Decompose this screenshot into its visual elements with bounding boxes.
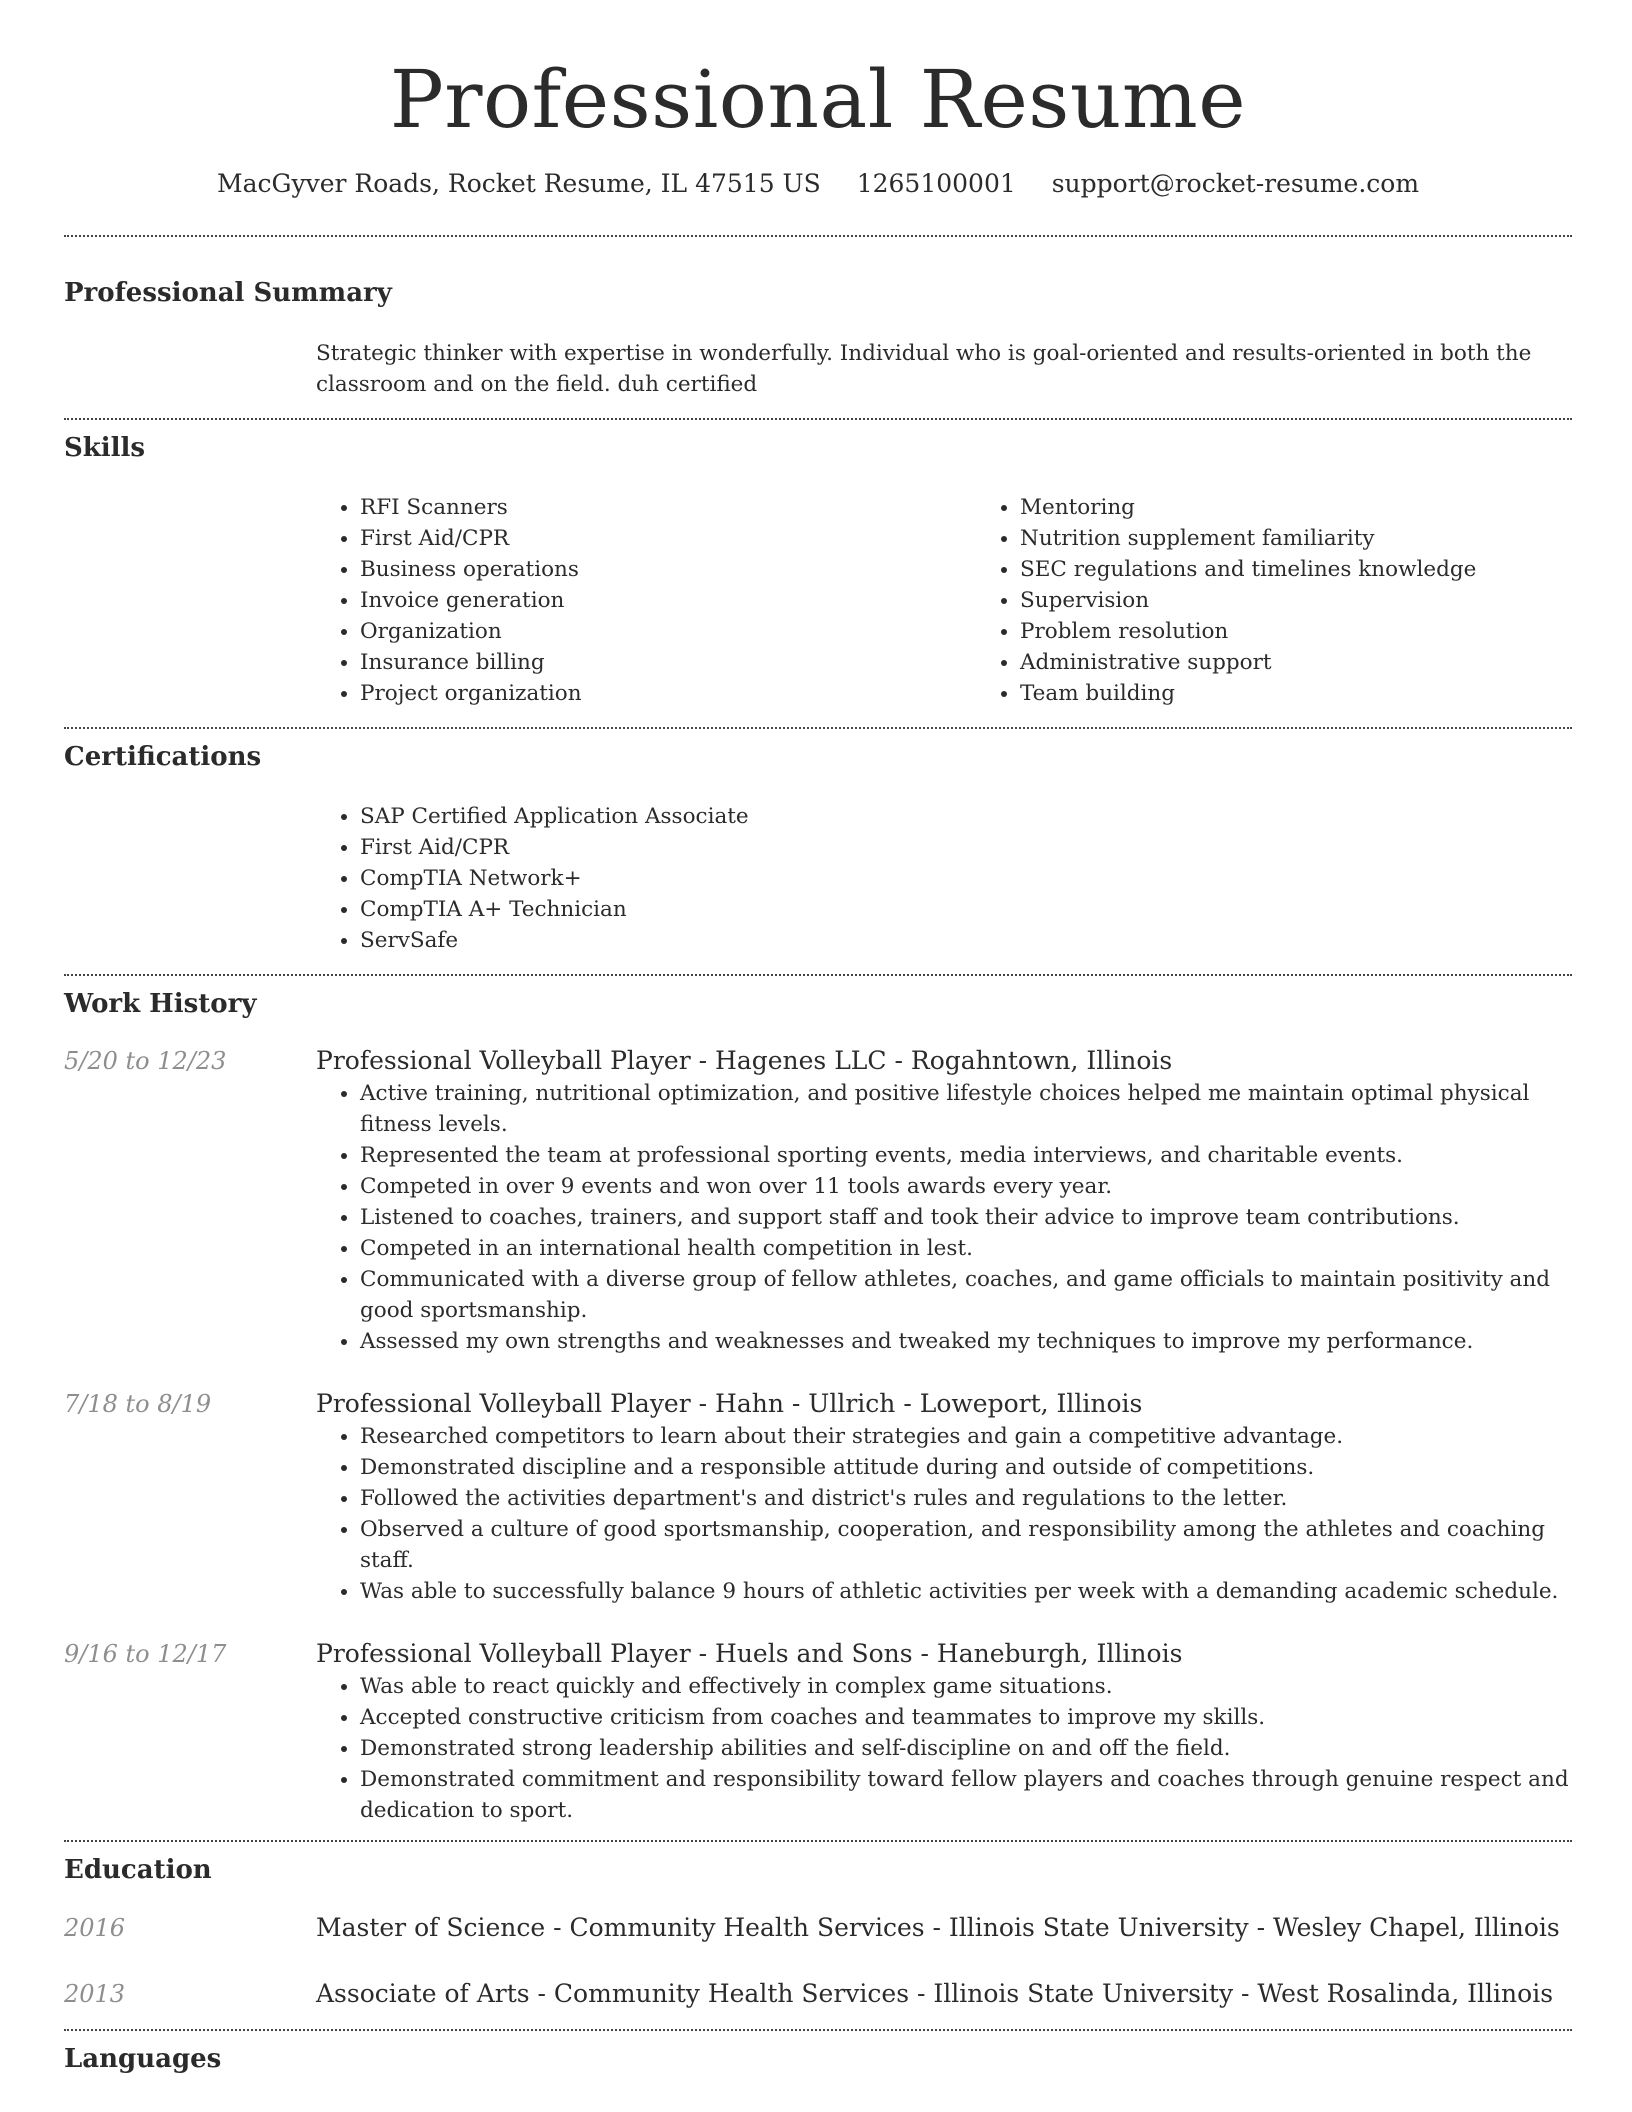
- skill-item: • Invoice generation: [360, 585, 976, 616]
- job-title: Professional Volleyball Player - Hahn - Ullrich - Loweport, Illinois: [316, 1388, 1143, 1418]
- job-bullets: [316, 1421, 1572, 1607]
- skill-item: • SEC regulations and timelines knowledge: [1020, 554, 1572, 585]
- job-bullets: [316, 1671, 1572, 1826]
- skills-section: [64, 420, 1572, 727]
- skill-item: • Project organization: [360, 678, 976, 709]
- job-title: Professional Volleyball Player - Hagenes LLC - Rogahntown, Illinois: [316, 1045, 1173, 1075]
- education-year: 2016: [64, 1914, 126, 1943]
- education-heading: Education: [64, 1854, 212, 1885]
- education-degree: Associate of Arts - Community Health Services - Illinois State University - West Rosalinda, Illinois: [316, 1979, 1554, 2009]
- skills-list: [316, 492, 1572, 709]
- skill-item: • Organization: [360, 616, 976, 647]
- certification-item: • SAP Certified Application Associate: [360, 801, 1572, 832]
- work-history-list: [64, 1044, 1572, 1826]
- languages-heading: Languages: [64, 2044, 222, 2075]
- job-bullet: • Researched competitors to learn about their strategies and gain a competitive advantage.: [360, 1421, 1572, 1452]
- education-section: [64, 1842, 1572, 2030]
- job-entry: [64, 1387, 1572, 1607]
- job-bullets: [316, 1078, 1572, 1357]
- contact-address: MacGyver Roads, Rocket Resume, IL 47515 US: [216, 169, 821, 198]
- skill-item: • RFI Scanners: [360, 492, 976, 523]
- job-entry: [64, 1044, 1572, 1357]
- job-bullet: • Communicated with a diverse group of fellow athletes, coaches, and game officials to maintain positivity and good sportsmanship.: [360, 1264, 1572, 1326]
- skills-right-column: [976, 492, 1572, 709]
- job-bullet: • Was able to react quickly and effectively in complex game situations.: [360, 1671, 1572, 1702]
- skills-heading: Skills: [64, 433, 146, 464]
- work-history-heading: Work History: [64, 988, 257, 1019]
- certification-item: • CompTIA A+ Technician: [360, 894, 1572, 925]
- education-entry: [64, 1977, 1572, 2011]
- job-bullet: • Competed in an international health competition in lest.: [360, 1233, 1572, 1264]
- job-bullet: • Assessed my own strengths and weaknesses and tweaked my techniques to improve my performance.: [360, 1326, 1572, 1357]
- job-dates: 7/18 to 8/19: [64, 1389, 212, 1418]
- contact-line: [64, 168, 1572, 201]
- job-dates: 9/16 to 12/17: [64, 1639, 227, 1668]
- languages-section: [64, 2031, 1572, 2077]
- skill-item: • Business operations: [360, 554, 976, 585]
- education-degree: Master of Science - Community Health Services - Illinois State University - Wesley Chapel, Illinois: [316, 1913, 1560, 1943]
- contact-phone: 1265100001: [856, 169, 1016, 198]
- job-body: [316, 1637, 1572, 1826]
- skill-item: • Insurance billing: [360, 647, 976, 678]
- work-history-section: [64, 976, 1572, 1840]
- job-bullet: • Represented the team at professional sporting events, media interviews, and charitable events.: [360, 1140, 1572, 1171]
- contact-email: support@rocket-resume.com: [1051, 169, 1420, 198]
- job-dates: 5/20 to 12/23: [64, 1046, 227, 1075]
- certification-item: • CompTIA Network+: [360, 863, 1572, 894]
- skill-item: • Mentoring: [1020, 492, 1572, 523]
- education-list: [64, 1911, 1572, 2011]
- education-entry: [64, 1911, 1572, 1945]
- skill-item: • First Aid/CPR: [360, 523, 976, 554]
- job-body: [316, 1387, 1572, 1607]
- summary-text: Strategic thinker with expertise in wonderfully. Individual who is goal-oriented and results-oriented in both the classroom and on the field. duh certified: [316, 341, 1532, 398]
- job-bullet: • Accepted constructive criticism from coaches and teammates to improve my skills.: [360, 1702, 1572, 1733]
- certifications-content: [316, 801, 1572, 956]
- resume-title: Professional Resume: [389, 53, 1247, 146]
- skill-item: • Supervision: [1020, 585, 1572, 616]
- certification-item: • ServSafe: [360, 925, 1572, 956]
- resume-page: [64, 0, 1572, 2077]
- certification-item: • First Aid/CPR: [360, 832, 1572, 863]
- skill-item: • Nutrition supplement familiarity: [1020, 523, 1572, 554]
- summary-section: [64, 237, 1572, 419]
- summary-heading: Professional Summary: [64, 277, 392, 308]
- job-bullet: • Listened to coaches, trainers, and support staff and took their advice to improve team contributions.: [360, 1202, 1572, 1233]
- job-bullet: • Competed in over 9 events and won over 11 tools awards every year.: [360, 1171, 1572, 1202]
- skill-item: • Administrative support: [1020, 647, 1572, 678]
- education-year: 2013: [64, 1980, 126, 2009]
- job-bullet: • Was able to successfully balance 9 hours of athletic activities per week with a demanding academic schedule.: [360, 1576, 1572, 1607]
- skills-left-column: [316, 492, 976, 709]
- skill-item: • Team building: [1020, 678, 1572, 709]
- job-bullet: • Followed the activities department's and district's rules and regulations to the letter.: [360, 1483, 1572, 1514]
- job-entry: [64, 1637, 1572, 1826]
- certifications-section: [64, 729, 1572, 974]
- job-bullet: • Demonstrated commitment and responsibility toward fellow players and coaches through genuine respect and dedication to sport.: [360, 1764, 1572, 1826]
- certifications-list: [316, 801, 1572, 956]
- job-bullet: • Active training, nutritional optimization, and positive lifestyle choices helped me maintain optimal physical fitness levels.: [360, 1078, 1572, 1140]
- job-title: Professional Volleyball Player - Huels and Sons - Haneburgh, Illinois: [316, 1638, 1183, 1668]
- skill-item: • Problem resolution: [1020, 616, 1572, 647]
- job-bullet: • Observed a culture of good sportsmanship, cooperation, and responsibility among the athletes and coaching staff.: [360, 1514, 1572, 1576]
- job-bullet: • Demonstrated discipline and a responsible attitude during and outside of competitions.: [360, 1452, 1572, 1483]
- job-bullet: • Demonstrated strong leadership abilities and self-discipline on and off the field.: [360, 1733, 1572, 1764]
- job-body: [316, 1044, 1572, 1357]
- certifications-heading: Certifications: [64, 742, 262, 773]
